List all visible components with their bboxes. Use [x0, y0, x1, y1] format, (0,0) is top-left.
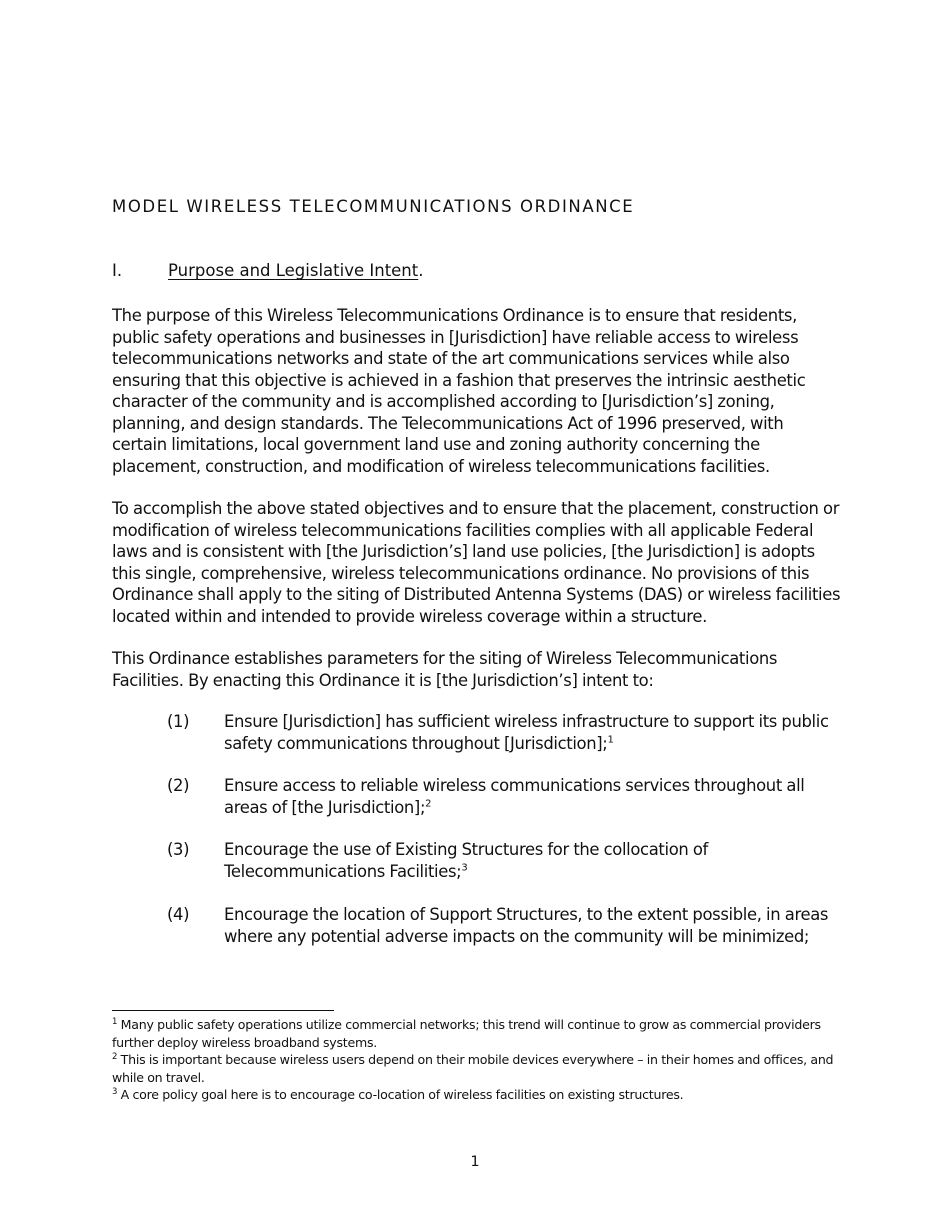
section-title-suffix: . — [418, 261, 424, 280]
list-item-number: (1) — [167, 712, 190, 731]
list-item — [167, 839, 847, 882]
footnote — [112, 1051, 837, 1086]
footnote — [112, 1086, 837, 1104]
section-title: Purpose and Legislative Intent — [168, 261, 419, 280]
page-title: MODEL WIRELESS TELECOMMUNICATIONS ORDINANCE — [112, 197, 635, 216]
footnote-text: Many public safety operations utilize commercial networks; this trend will continue to grow as commercial providers further deploy wireless broadband systems. — [112, 1017, 821, 1050]
footnote — [112, 1016, 837, 1051]
section-number: I. — [112, 261, 123, 280]
list-item — [167, 711, 847, 754]
footnote-marker: 1 — [112, 1016, 118, 1027]
paragraph-purpose: The purpose of this Wireless Telecommunications Ordinance is to ensure that residents, public safety operations and businesses in [Jurisdiction] have reliable access to wireless telecommunications networks and state of the art communications services while also ensuring that this objective is achieved in a fashion that preserves the intrinsic aesthetic character of the community and is accomplished according to [Jurisdiction’s] zoning, planning, and design standards. The Telecommunications Act of 1996 preserved, with certain limitations, local government land use and zoning authority concerning the placement, construction, and modification of wireless telecommunications facilities. — [112, 306, 806, 476]
footnote-reference[interactable]: 1 — [607, 734, 614, 746]
footnotes — [112, 1016, 837, 1104]
list-item — [167, 904, 847, 947]
section-heading — [112, 261, 424, 280]
footnote-reference[interactable]: 3 — [461, 862, 468, 874]
footnote-reference[interactable]: 2 — [425, 798, 432, 810]
footnote-marker: 3 — [112, 1086, 118, 1097]
footnote-divider — [112, 1010, 334, 1011]
list-item — [167, 775, 847, 818]
paragraph-objectives: To accomplish the above stated objectives and to ensure that the placement, construction or modification of wireless telecommunications facilities complies with all applicable Federal laws and is consistent with [the Jurisdiction’s] land use policies, [the Jurisdiction] is adopts this single, comprehensive, wireless telecommunications ordinance. No provisions of this Ordinance shall apply to the siting of Distributed Antenna Systems (DAS) or wireless facilities located within and intended to provide wireless coverage within a structure. — [112, 499, 841, 626]
list-item-text: Ensure [Jurisdiction] has sufficient wireless infrastructure to support its public safety communications throughout [Jurisdiction]; — [224, 712, 829, 753]
page-number: 1 — [470, 1154, 480, 1170]
list-item-text: Encourage the location of Support Structures, to the extent possible, in areas where any potential adverse impacts on the community will be minimized; — [224, 905, 829, 946]
list-item-text: Ensure access to reliable wireless communications services throughout all areas of [the Jurisdiction]; — [224, 776, 805, 817]
list-item-number: (2) — [167, 776, 190, 795]
paragraph-intent: This Ordinance establishes parameters for the siting of Wireless Telecommunications Facilities. By enacting this Ordinance it is [the Jurisdiction’s] intent to: — [112, 649, 778, 690]
list-item-text: Encourage the use of Existing Structures for the collocation of Telecommunications Facilities; — [224, 840, 708, 881]
footnote-marker: 2 — [112, 1051, 118, 1062]
list-item-number: (3) — [167, 840, 190, 859]
list-item-number: (4) — [167, 905, 190, 924]
footnote-text: A core policy goal here is to encourage co-location of wireless facilities on existing structures. — [120, 1087, 684, 1102]
footnote-text: This is important because wireless users depend on their mobile devices everywhere – in their homes and offices, and while on travel. — [112, 1052, 834, 1085]
